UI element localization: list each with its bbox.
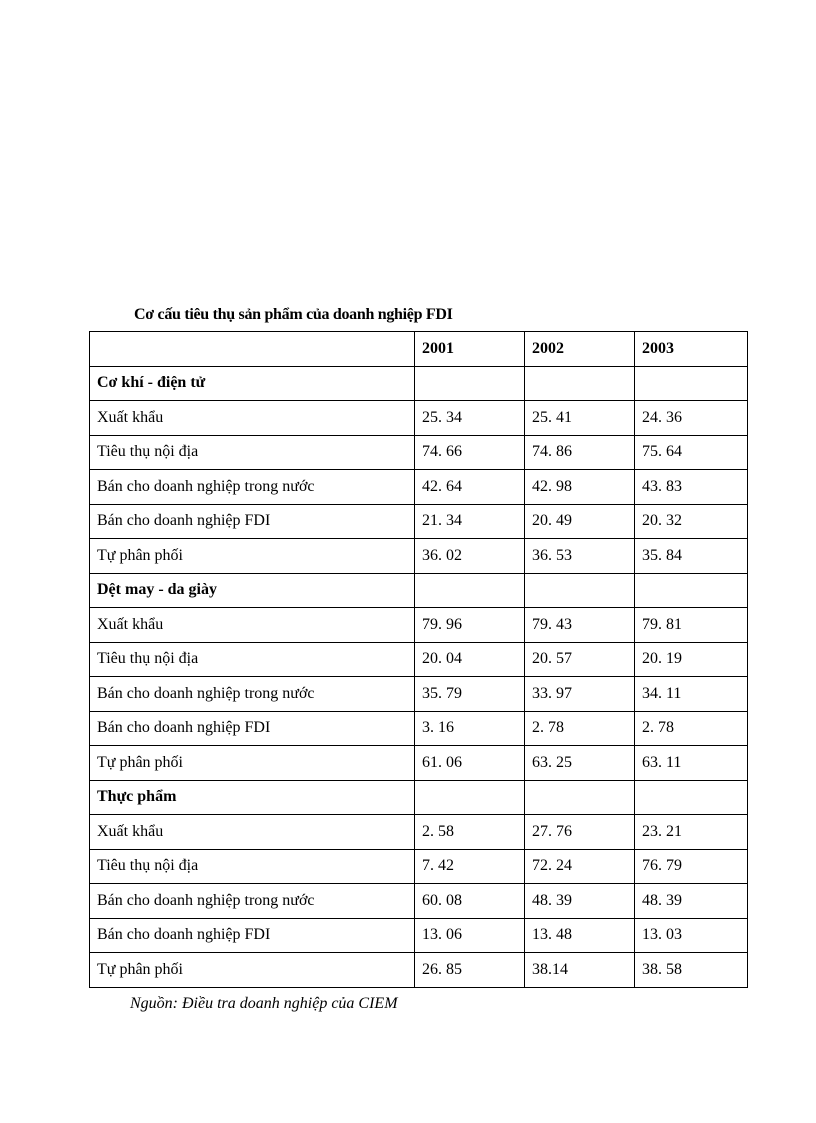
year-header-2001: 2001 xyxy=(415,332,525,367)
value-cell-2003: 76. 79 xyxy=(635,849,748,884)
value-cell-2002: 63. 25 xyxy=(525,746,635,781)
row-label: Bán cho doanh nghiệp trong nước xyxy=(90,470,415,505)
value-cell-2001: 7. 42 xyxy=(415,849,525,884)
row-label: Bán cho doanh nghiệp FDI xyxy=(90,918,415,953)
value-cell-2003: 79. 81 xyxy=(635,608,748,643)
table-row xyxy=(90,677,748,712)
section-title: Cơ khí - điện tử xyxy=(90,366,415,401)
value-cell-2002: 42. 98 xyxy=(525,470,635,505)
value-cell-2002: 2. 78 xyxy=(525,711,635,746)
value-cell-2001: 61. 06 xyxy=(415,746,525,781)
section-header-row xyxy=(90,573,748,608)
value-cell-2001: 42. 64 xyxy=(415,470,525,505)
empty-cell xyxy=(635,573,748,608)
section-header-row xyxy=(90,366,748,401)
table-row xyxy=(90,746,748,781)
value-cell-2001: 20. 04 xyxy=(415,642,525,677)
row-label: Tự phân phối xyxy=(90,746,415,781)
value-cell-2002: 72. 24 xyxy=(525,849,635,884)
table-row xyxy=(90,642,748,677)
table-row xyxy=(90,815,748,850)
value-cell-2002: 38.14 xyxy=(525,953,635,988)
table-row xyxy=(90,918,748,953)
table-row xyxy=(90,953,748,988)
table-caption: Cơ cấu tiêu thụ sản phẩm của doanh nghiệp FDI xyxy=(134,306,453,323)
table-row xyxy=(90,504,748,539)
value-cell-2002: 25. 41 xyxy=(525,401,635,436)
empty-cell xyxy=(525,573,635,608)
value-cell-2003: 34. 11 xyxy=(635,677,748,712)
row-label: Tiêu thụ nội địa xyxy=(90,849,415,884)
value-cell-2002: 20. 57 xyxy=(525,642,635,677)
row-label: Tự phân phối xyxy=(90,539,415,574)
year-header-2002: 2002 xyxy=(525,332,635,367)
value-cell-2002: 20. 49 xyxy=(525,504,635,539)
value-cell-2001: 26. 85 xyxy=(415,953,525,988)
value-cell-2002: 27. 76 xyxy=(525,815,635,850)
table-row xyxy=(90,711,748,746)
value-cell-2002: 74. 86 xyxy=(525,435,635,470)
source-note: Nguồn: Điều tra doanh nghiệp của CIEM xyxy=(130,995,398,1012)
value-cell-2003: 13. 03 xyxy=(635,918,748,953)
row-label: Tự phân phối xyxy=(90,953,415,988)
section-header-row xyxy=(90,780,748,815)
table-row xyxy=(90,849,748,884)
value-cell-2001: 79. 96 xyxy=(415,608,525,643)
row-label: Tiêu thụ nội địa xyxy=(90,435,415,470)
value-cell-2001: 21. 34 xyxy=(415,504,525,539)
value-cell-2003: 24. 36 xyxy=(635,401,748,436)
row-label: Tiêu thụ nội địa xyxy=(90,642,415,677)
section-title: Dệt may - da giày xyxy=(90,573,415,608)
value-cell-2003: 43. 83 xyxy=(635,470,748,505)
year-header-2003: 2003 xyxy=(635,332,748,367)
value-cell-2001: 60. 08 xyxy=(415,884,525,919)
table-row xyxy=(90,401,748,436)
empty-cell xyxy=(415,366,525,401)
table-row xyxy=(90,435,748,470)
empty-cell xyxy=(635,780,748,815)
empty-cell xyxy=(415,573,525,608)
value-cell-2003: 63. 11 xyxy=(635,746,748,781)
value-cell-2002: 33. 97 xyxy=(525,677,635,712)
value-cell-2003: 2. 78 xyxy=(635,711,748,746)
row-label: Xuất khẩu xyxy=(90,401,415,436)
empty-cell xyxy=(415,780,525,815)
value-cell-2003: 23. 21 xyxy=(635,815,748,850)
row-label: Bán cho doanh nghiệp trong nước xyxy=(90,884,415,919)
section-title: Thực phẩm xyxy=(90,780,415,815)
value-cell-2002: 48. 39 xyxy=(525,884,635,919)
table-row xyxy=(90,539,748,574)
row-label: Bán cho doanh nghiệp FDI xyxy=(90,711,415,746)
value-cell-2002: 79. 43 xyxy=(525,608,635,643)
row-label: Xuất khẩu xyxy=(90,815,415,850)
value-cell-2001: 3. 16 xyxy=(415,711,525,746)
consumption-structure-table xyxy=(89,331,748,988)
empty-cell xyxy=(525,366,635,401)
value-cell-2002: 13. 48 xyxy=(525,918,635,953)
row-label: Bán cho doanh nghiệp FDI xyxy=(90,504,415,539)
row-label: Xuất khẩu xyxy=(90,608,415,643)
table-row xyxy=(90,608,748,643)
table-row xyxy=(90,884,748,919)
value-cell-2003: 38. 58 xyxy=(635,953,748,988)
empty-cell xyxy=(635,366,748,401)
value-cell-2001: 74. 66 xyxy=(415,435,525,470)
row-label: Bán cho doanh nghiệp trong nước xyxy=(90,677,415,712)
value-cell-2001: 2. 58 xyxy=(415,815,525,850)
header-row xyxy=(90,332,748,367)
value-cell-2002: 36. 53 xyxy=(525,539,635,574)
table-row xyxy=(90,470,748,505)
empty-cell xyxy=(525,780,635,815)
value-cell-2001: 25. 34 xyxy=(415,401,525,436)
value-cell-2001: 13. 06 xyxy=(415,918,525,953)
value-cell-2001: 36. 02 xyxy=(415,539,525,574)
value-cell-2003: 20. 32 xyxy=(635,504,748,539)
value-cell-2001: 35. 79 xyxy=(415,677,525,712)
value-cell-2003: 75. 64 xyxy=(635,435,748,470)
value-cell-2003: 48. 39 xyxy=(635,884,748,919)
header-label-cell xyxy=(90,332,415,367)
value-cell-2003: 20. 19 xyxy=(635,642,748,677)
value-cell-2003: 35. 84 xyxy=(635,539,748,574)
